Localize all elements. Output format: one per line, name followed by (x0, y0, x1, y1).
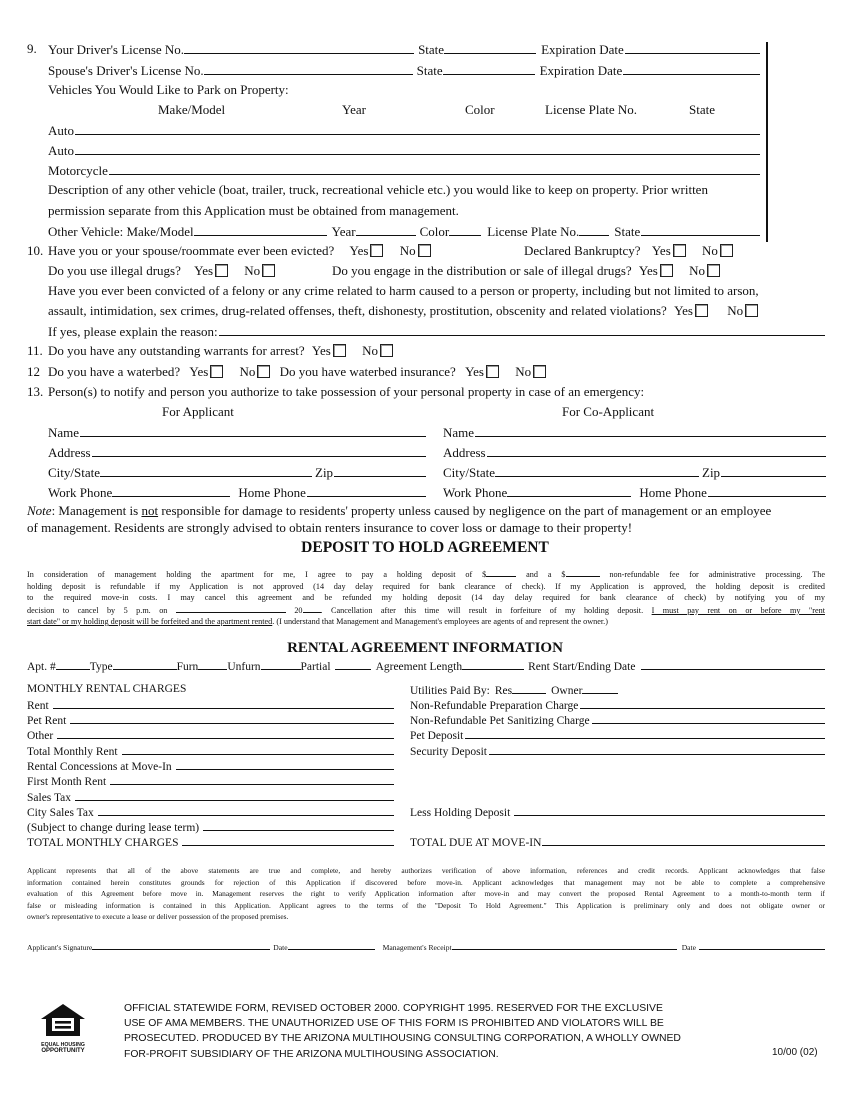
section-12-number: 12 (27, 364, 40, 379)
charge-label: Rent (27, 700, 49, 712)
felony-question-line-2 (48, 303, 758, 319)
logo-line-2: OPPORTUNITY (41, 1048, 85, 1054)
state-label: State (418, 42, 445, 57)
section-11-number: 11. (27, 343, 43, 358)
explain-field[interactable] (219, 323, 825, 336)
charge-label: Pet Deposit (410, 730, 464, 742)
partial-field[interactable] (335, 658, 371, 670)
felony-no-checkbox[interactable] (745, 304, 758, 317)
address-label: Address (443, 445, 486, 460)
note-line-2: of management. Residents are strongly advised to obtain renters insurance to cover loss or damage to their property! (27, 520, 633, 535)
section-13-number: 13. (27, 384, 44, 399)
footer-line: PROSECUTED. PRODUCED BY THE ARIZONA MULTIHOUSING CONSULTING CORPORATION, A WHOLLY OWNED (124, 1033, 681, 1045)
monthly-charge-row (27, 773, 394, 790)
charge-amount-field[interactable] (465, 727, 825, 739)
drugs-question-text: Do you use illegal drugs? (48, 263, 181, 278)
warrants-yes-checkbox[interactable] (333, 344, 346, 357)
coapplicant-address-field[interactable] (487, 444, 826, 457)
attestation-line: owner's representative to execute a lease or deliver possession of the proposed premises. (27, 912, 289, 921)
monthly-charge-row (27, 834, 394, 851)
distribution-question-text: Do you engage in the distribution or sale of illegal drugs? (332, 263, 632, 278)
applicant-city-row (48, 464, 426, 481)
total-due-field[interactable] (542, 834, 825, 846)
charge-amount-field[interactable] (98, 804, 394, 816)
coapplicant-address-row (443, 444, 826, 461)
coapplicant-work-phone-field[interactable] (507, 484, 631, 497)
less-holding-deposit-label: Less Holding Deposit (410, 807, 511, 819)
vehicles-label: Vehicles You Would Like to Park on Property: (48, 82, 289, 97)
address-label: Address (48, 445, 91, 460)
vehicle-row-motorcycle (48, 162, 760, 179)
evicted-question (48, 243, 431, 259)
charge-amount-field[interactable] (53, 697, 394, 709)
expiration-label: Expiration Date (539, 63, 623, 78)
distribution-question (332, 263, 720, 279)
coapplicant-zip-field[interactable] (721, 464, 826, 477)
spouse-license-label: Spouse's Driver's License No. (48, 63, 204, 78)
drugs-question (48, 263, 275, 279)
drivers-license-expiration-field[interactable] (625, 41, 760, 54)
evicted-no-checkbox[interactable] (418, 244, 431, 257)
deposit-text: . Cancellation after this time will result in forfeiture of my holding deposit. (320, 605, 644, 615)
bankruptcy-no-checkbox[interactable] (720, 244, 733, 257)
charge-label: First Month Rent (27, 776, 107, 788)
charge-amount-field[interactable] (70, 712, 394, 724)
attestation-line: Applicant represents that all of the above statements are true and complete, and hereby authorizes verification of above information, references and credit records. Applicant acknowledges that false (27, 866, 825, 875)
less-holding-deposit-field[interactable] (514, 804, 825, 816)
other-vehicle-color-field[interactable] (449, 223, 481, 236)
vehicle-row-auto-1 (48, 122, 760, 139)
distribution-no-checkbox[interactable] (707, 264, 720, 277)
explain-label: If yes, please explain the reason: (48, 324, 218, 339)
vehicle-row-label: Auto (48, 143, 74, 158)
column-make-model: Make/Model (158, 102, 226, 117)
admin-fee-amount-field[interactable] (566, 568, 600, 577)
felony-question-text: assault, intimidation, sex crimes, drug-related offenses, theft, dishonesty, prostitution, obscenity and related violations? (48, 303, 667, 318)
column-state: State (689, 102, 715, 117)
furn-field[interactable] (198, 658, 227, 670)
spouse-license-state-field[interactable] (443, 62, 535, 75)
furn-label: Furn (176, 661, 199, 673)
vehicle-row-label: Motorcycle (48, 163, 108, 178)
rental-title: RENTAL AGREEMENT INFORMATION (287, 640, 563, 656)
management-receipt-field[interactable] (452, 941, 677, 950)
management-date-field[interactable] (699, 941, 825, 950)
charge-amount-field[interactable] (57, 727, 394, 739)
deposit-line-5 (27, 616, 825, 628)
attestation-paragraph (27, 865, 825, 923)
unfurn-label: Unfurn (227, 661, 261, 673)
applicant-zip-field[interactable] (334, 464, 426, 477)
yes-label: Yes (651, 243, 671, 258)
utilities-res-field[interactable] (512, 682, 546, 694)
state-label: State (416, 63, 443, 78)
charge-label: City Sales Tax (27, 807, 94, 819)
move-in-charge-row (410, 727, 825, 744)
monthly-charge-row (27, 727, 394, 744)
utilities-owner-field[interactable] (582, 682, 618, 694)
name-label: Name (443, 425, 475, 440)
deposit-text: non-refundable fee for administrative processing. The (599, 570, 825, 579)
charge-amount-field[interactable] (182, 834, 394, 846)
deposit-text: and a $ (516, 570, 566, 579)
cancel-date-field[interactable] (176, 604, 286, 613)
charge-label: (Subject to change during lease term) (27, 822, 200, 834)
drugs-yes-checkbox[interactable] (215, 264, 228, 277)
other-vehicle-plate-field[interactable] (579, 223, 609, 236)
column-color: Color (465, 102, 495, 117)
note-text: : Management is (51, 503, 142, 518)
deposit-text: 20 (294, 605, 303, 615)
rent-dates-label: Rent Start/Ending Date (528, 661, 636, 673)
yes-label: Yes (194, 263, 214, 278)
charge-label: Other (27, 730, 54, 742)
felony-question-line-1: Have you ever been convicted of a felony or any crime related to harm caused to a person or property, including but not limited to arson, (48, 283, 759, 298)
evicted-question-text: Have you or your spouse/roommate ever been evicted? (48, 243, 335, 258)
charge-amount-field[interactable] (75, 789, 394, 801)
total-due-label: TOTAL DUE AT MOVE-IN (410, 837, 542, 849)
applicant-heading: For Applicant (162, 404, 234, 419)
deposit-text: start date" or my holding deposit will be forfeited and the apartment rented (27, 617, 273, 626)
type-label: Type (89, 661, 113, 673)
no-label: No (702, 243, 718, 258)
total-due-row (410, 834, 825, 851)
vehicle-auto-1-field[interactable] (75, 122, 760, 135)
coapplicant-phone-row (443, 484, 826, 501)
coapplicant-name-field[interactable] (475, 424, 826, 437)
warrants-question (48, 343, 393, 359)
other-vehicle-description-2: permission separate from this Application must be obtained from management. (48, 203, 459, 218)
explain-row (48, 323, 825, 340)
attestation-line: information contained herein constitutes grounds for rejection of this Application if discovered before move-in. Applicant acknowledges that management may not be able to complete a comprehensive (27, 877, 825, 887)
warrants-no-checkbox[interactable] (380, 344, 393, 357)
attestation-line: evaluation of this Agreement before move in. Management reserves the right to verify Application information after move-in and may convert the proposed Rental Agreement to a month-to-month term if (27, 889, 825, 898)
drivers-license-label: Your Driver's License No. (48, 42, 185, 57)
charge-amount-field[interactable] (489, 743, 825, 755)
date-label: Date (273, 943, 288, 952)
deposit-line-4 (27, 604, 825, 617)
deposit-line-3: to the required move-in costs. I may cancel this agreement and be refunded my holding deposit (14 day delay required for bank clearance of check) by notifying you of my (27, 593, 825, 602)
zip-label: Zip (702, 465, 721, 480)
rental-summary-row (27, 658, 825, 675)
applicant-work-phone-field[interactable] (112, 484, 230, 497)
drugs-no-checkbox[interactable] (262, 264, 275, 277)
no-label: No (515, 364, 532, 379)
move-in-charge-row (410, 743, 825, 760)
waterbed-insurance-question-text: Do you have waterbed insurance? (279, 364, 456, 379)
footer-line: USE OF AMA MEMBERS. THE UNAUTHORIZED USE OF THIS FORM IS PROHIBITED AND VIOLATORS WILL BE (124, 1018, 664, 1030)
yes-label: Yes (349, 243, 369, 258)
section-rule (766, 42, 768, 242)
yes-label: Yes (674, 303, 693, 318)
deposit-line-2: holding deposit is refundable if my Application is not approved (14 day delay required for bank clearance of check). If my Application is approved, the holding deposit is credited (27, 581, 825, 591)
applicant-name-row (48, 424, 426, 441)
charge-label: Pet Rent (27, 715, 67, 727)
charge-label: TOTAL MONTHLY CHARGES (27, 837, 179, 849)
monthly-charges-heading: MONTHLY RENTAL CHARGES (27, 683, 187, 695)
coapplicant-name-row (443, 424, 826, 441)
rent-dates-field[interactable] (641, 658, 825, 670)
coapplicant-heading: For Co-Applicant (562, 404, 655, 419)
zip-label: Zip (315, 465, 334, 480)
applicant-signature-field[interactable] (92, 941, 270, 950)
deposit-text: I must pay rent on or before my "rent (651, 605, 825, 615)
applicant-name-field[interactable] (80, 424, 426, 437)
vehicle-row-label: Auto (48, 123, 74, 138)
charge-amount-field[interactable] (110, 773, 394, 785)
home-phone-label: Home Phone (238, 485, 306, 500)
no-label: No (727, 303, 744, 318)
bankruptcy-question-text: Declared Bankruptcy? (524, 243, 641, 258)
evicted-yes-checkbox[interactable] (370, 244, 383, 257)
note-text: responsible for damage to residents' property unless caused by negligence on the part of management or an employee (158, 503, 772, 518)
color-label: Color (419, 224, 450, 239)
logo-line-1: EQUAL HOUSING (41, 1042, 85, 1048)
spouse-license-field[interactable] (204, 62, 413, 75)
section-9-number: 9. (27, 41, 37, 56)
drivers-license-field[interactable] (184, 41, 414, 54)
state-label: State (614, 224, 641, 239)
other-vehicle-row (48, 223, 760, 240)
agreement-length-label: Agreement Length (375, 661, 463, 673)
attestation-line: false or misleading information is contained in this Application. Applicant agrees to the terms of the "Deposit To Hold Agreement." This Application is preliminary only and does not obligate owner or (27, 900, 825, 910)
applicant-phone-row (48, 484, 426, 501)
charge-label: Sales Tax (27, 792, 72, 804)
applicant-signature-label: Applicant's Signature (27, 943, 93, 952)
deposit-text: In consideration of management holding the apartment for me, I agree to pay a holding deposit of $ (27, 570, 487, 579)
coapplicant-city-field[interactable] (495, 464, 699, 477)
section-10-number: 10. (27, 243, 44, 258)
charge-label: Non-Refundable Pet Sanitizing Charge (410, 715, 590, 727)
agreement-length-field[interactable] (462, 658, 524, 670)
city-label: City/State (48, 465, 100, 480)
note-prefix: Note (27, 503, 52, 518)
other-vehicle-description-1: Description of any other vehicle (boat, trailer, truck, recreational vehicle etc.) you would like to keep on property. Prior written (48, 182, 708, 197)
vehicle-row-auto-2 (48, 142, 760, 159)
insurance-yes-checkbox[interactable] (486, 365, 499, 378)
yes-label: Yes (311, 343, 331, 358)
management-receipt-label: Management's Receipt (382, 943, 452, 952)
coapplicant-home-phone-field[interactable] (708, 484, 826, 497)
year-label: Year (331, 224, 356, 239)
yes-label: Yes (465, 364, 484, 379)
deposit-text: decision to cancel by 5 p.m. on (27, 605, 168, 615)
unfurn-field[interactable] (261, 658, 301, 670)
insurance-no-checkbox[interactable] (533, 365, 546, 378)
footer-line: OFFICIAL STATEWIDE FORM, REVISED OCTOBER 2000. COPYRIGHT 1995. RESERVED FOR THE EXCLUSIVE (124, 1003, 663, 1014)
yes-label: Yes (189, 364, 209, 379)
charge-label: Rental Concessions at Move-In (27, 761, 172, 773)
no-label: No (399, 243, 416, 258)
note-line-1 (27, 503, 771, 519)
waterbed-yes-checkbox[interactable] (210, 365, 223, 378)
bankruptcy-question (524, 243, 733, 259)
no-label: No (244, 263, 261, 278)
charge-amount-field[interactable] (176, 758, 394, 770)
work-phone-label: Work Phone (443, 485, 508, 500)
utilities-label: Utilities Paid By: (410, 685, 490, 697)
partial-label: Partial (300, 661, 331, 673)
drivers-license-state-field[interactable] (444, 41, 536, 54)
vehicle-motorcycle-field[interactable] (109, 162, 760, 175)
applicant-home-phone-field[interactable] (307, 484, 426, 497)
charge-amount-field[interactable] (122, 743, 394, 755)
home-phone-label: Home Phone (639, 485, 707, 500)
footer-line: FOR-PROFIT SUBSIDIARY OF THE ARIZONA MULTIHOUSING ASSOCIATION. (124, 1048, 499, 1060)
waterbed-no-checkbox[interactable] (257, 365, 270, 378)
no-label: No (239, 364, 256, 379)
expiration-label: Expiration Date (541, 42, 624, 57)
spouse-license-expiration-field[interactable] (623, 62, 760, 75)
charge-label: Security Deposit (410, 746, 487, 758)
equal-housing-house-icon (38, 1003, 88, 1037)
date-label: Date (681, 943, 697, 952)
holding-deposit-amount-field[interactable] (486, 568, 516, 577)
type-field[interactable] (113, 658, 177, 670)
no-label: No (362, 343, 378, 358)
felony-yes-checkbox[interactable] (695, 304, 708, 317)
applicant-address-field[interactable] (92, 444, 426, 457)
deposit-paragraph (27, 568, 825, 628)
name-label: Name (48, 425, 80, 440)
other-vehicle-state-field[interactable] (641, 223, 760, 236)
note-not: not (141, 503, 159, 518)
applicant-date-field[interactable] (288, 941, 375, 950)
vehicle-auto-2-field[interactable] (75, 142, 760, 155)
other-vehicle-year-field[interactable] (356, 223, 416, 236)
plate-label: License Plate No. (487, 224, 580, 239)
applicant-address-row (48, 444, 426, 461)
apt-label: Apt. # (27, 661, 56, 673)
footer-legal-text (124, 1001, 681, 1062)
applicant-city-field[interactable] (100, 464, 312, 477)
owner-label: Owner (551, 685, 583, 697)
waterbed-question (48, 364, 546, 380)
no-label: No (689, 263, 705, 278)
charge-amount-field[interactable] (203, 819, 394, 831)
cancel-year-field[interactable] (303, 604, 321, 613)
coapplicant-city-row (443, 464, 826, 481)
less-holding-deposit-row (410, 804, 825, 821)
deposit-text: . (I understand that Management and Management's employees are agents of and represent the owner.) (272, 617, 608, 626)
city-label: City/State (443, 465, 495, 480)
work-phone-label: Work Phone (48, 485, 113, 500)
apt-field[interactable] (56, 658, 90, 670)
deposit-line-1 (27, 568, 825, 581)
res-label: Res (494, 685, 513, 697)
drivers-license-row (48, 41, 760, 58)
charge-label: Non-Refundable Preparation Charge (410, 700, 579, 712)
deposit-title: DEPOSIT TO HOLD AGREEMENT (301, 539, 549, 556)
waterbed-question-text: Do you have a waterbed? (48, 364, 181, 379)
other-vehicle-label: Other Vehicle: Make/Model (48, 224, 194, 239)
form-code: 10/00 (02) (772, 1047, 818, 1058)
signature-row (27, 941, 825, 953)
warrants-question-text: Do you have any outstanding warrants for arrest? (48, 343, 305, 358)
equal-housing-logo (38, 1003, 88, 1054)
charge-amount-field[interactable] (580, 697, 825, 709)
yes-label: Yes (638, 263, 658, 278)
distribution-yes-checkbox[interactable] (660, 264, 673, 277)
charge-label: Total Monthly Rent (27, 746, 118, 758)
column-license-plate: License Plate No. (545, 102, 638, 117)
column-year: Year (342, 102, 366, 117)
spouse-license-row (48, 62, 760, 79)
bankruptcy-yes-checkbox[interactable] (673, 244, 686, 257)
charge-amount-field[interactable] (592, 712, 825, 724)
equal-housing-text (38, 1042, 88, 1054)
other-vehicle-make-field[interactable] (194, 223, 327, 236)
emergency-question: Person(s) to notify and person you authorize to take possession of your personal property in case of an emergency: (48, 384, 645, 399)
